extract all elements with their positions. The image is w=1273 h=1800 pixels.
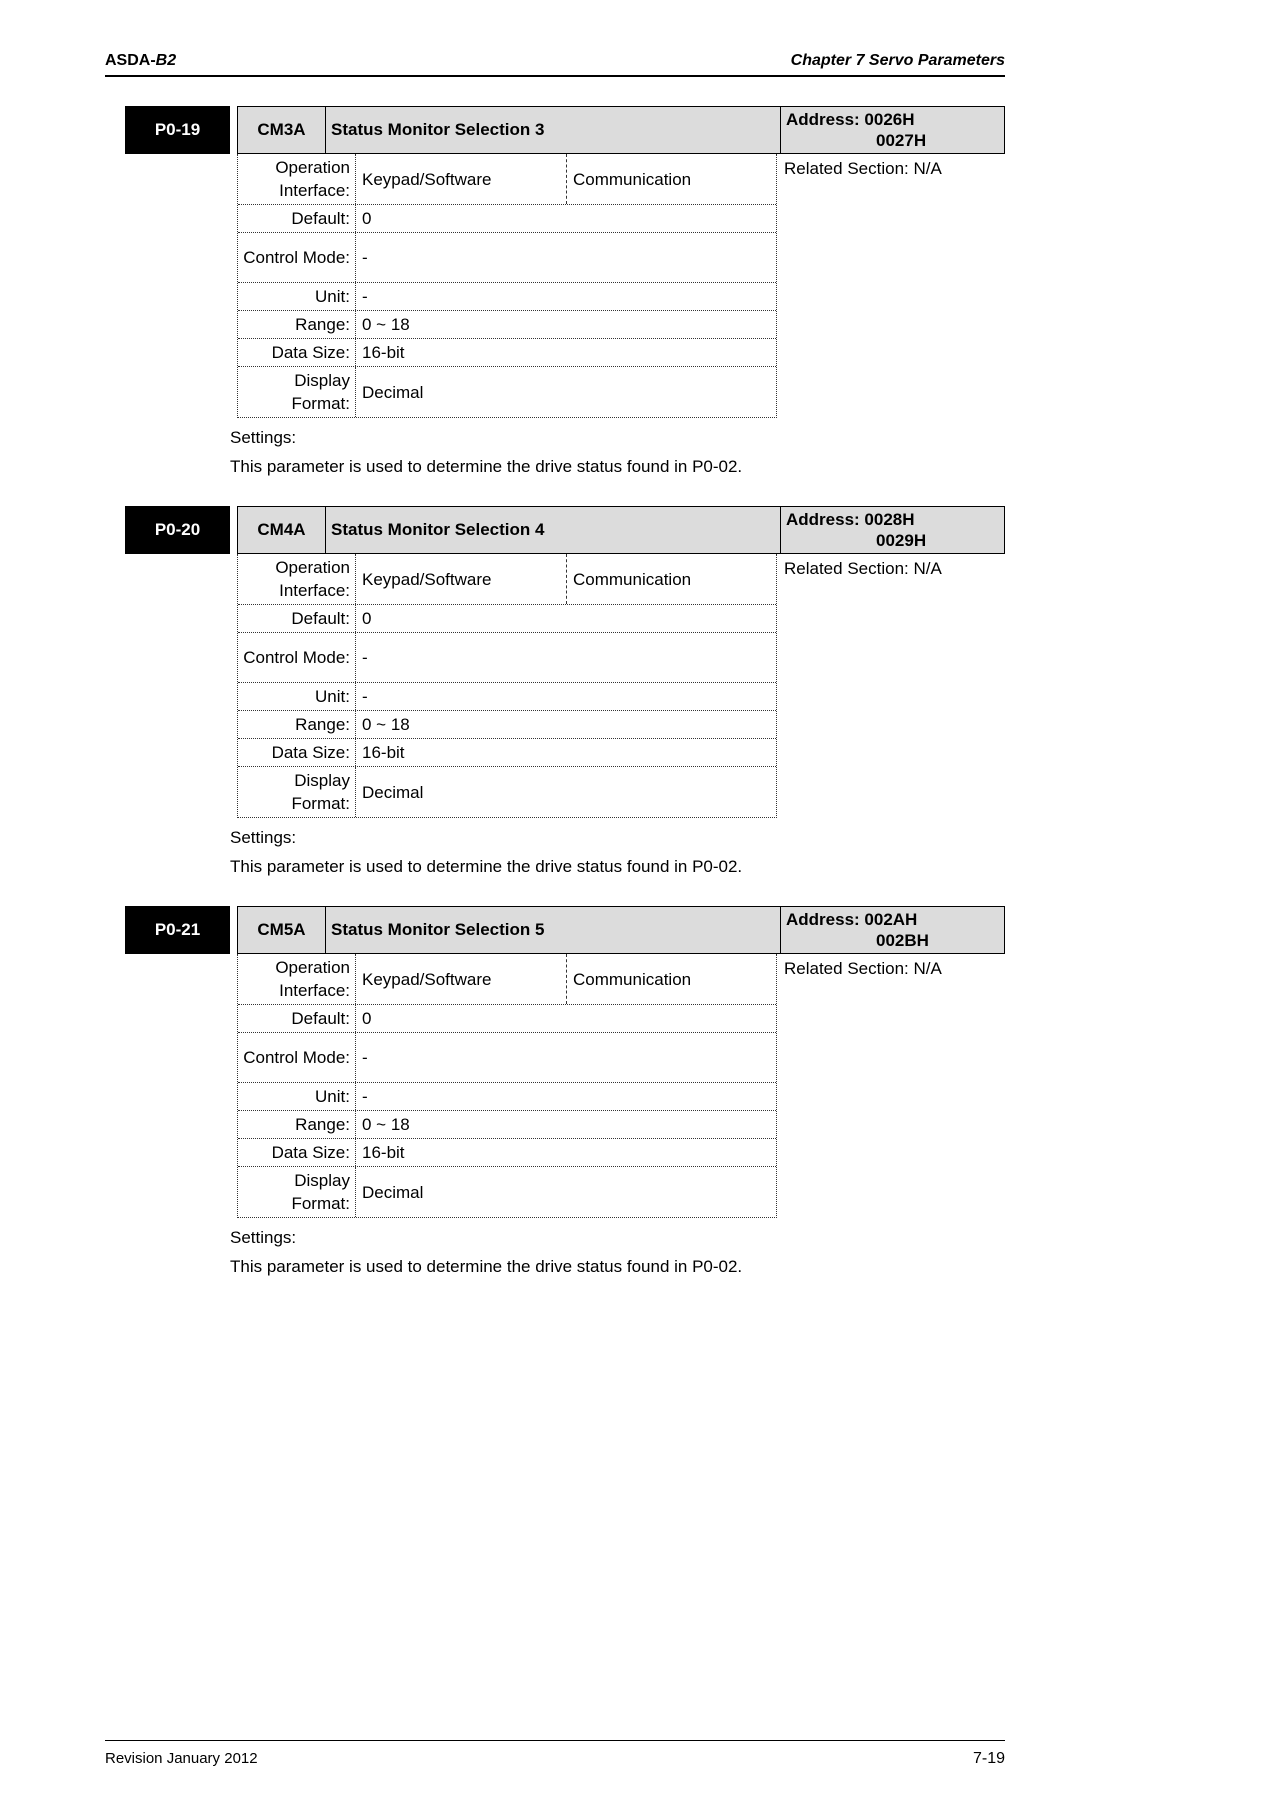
operation-interface-value-2: Communication (566, 154, 776, 204)
row-label: Data Size: (238, 739, 356, 766)
param-block-p0-19 (105, 106, 1005, 477)
param-title-table (237, 906, 1005, 954)
settings-label: Settings: (230, 428, 297, 447)
row-value: 16-bit (362, 743, 405, 762)
row-label: Control Mode: (238, 233, 356, 282)
operation-interface-value-1: Keypad/Software (362, 969, 492, 989)
row-value: - (362, 1087, 368, 1106)
settings-label: Settings: (230, 828, 297, 847)
address-line1: Address: 002AH (786, 910, 918, 929)
table-row (238, 954, 776, 1005)
param-title-table (237, 106, 1005, 154)
row-value (356, 554, 776, 604)
param-id-badge: P0-19 (125, 106, 230, 154)
param-name: Status Monitor Selection 3 (326, 107, 781, 153)
doc-title-model: B2 (155, 52, 177, 69)
param-attributes-table (237, 154, 777, 418)
page-header (105, 52, 1005, 77)
row-label: Control Mode: (238, 633, 356, 682)
settings-text: This parameter is used to determine the drive status found in P0-02. (230, 457, 743, 476)
row-value: - (362, 287, 368, 306)
table-row (238, 1033, 776, 1083)
param-title-table (237, 506, 1005, 554)
param-address (781, 507, 1004, 553)
row-label: Default: (238, 205, 356, 232)
table-row (238, 367, 776, 417)
row-label: Range: (238, 711, 356, 738)
table-row (238, 554, 776, 605)
row-label: Range: (238, 311, 356, 338)
row-value: 0 ~ 18 (362, 1115, 410, 1134)
table-row (238, 205, 776, 233)
address-line2: 002BH (876, 931, 929, 950)
row-value: 0 (362, 1009, 372, 1028)
doc-title-prefix: ASDA- (105, 52, 156, 69)
param-detail (237, 554, 1005, 818)
doc-title (105, 52, 176, 70)
table-row (238, 154, 776, 205)
param-attributes-table (237, 954, 777, 1218)
operation-interface-value-1: Keypad/Software (362, 569, 492, 589)
row-label: Control Mode: (238, 1033, 356, 1082)
settings-text: This parameter is used to determine the drive status found in P0-02. (230, 857, 743, 876)
revision-date: Revision January 2012 (105, 1750, 258, 1767)
param-code: CM3A (238, 107, 326, 153)
row-value (356, 954, 776, 1004)
table-row (238, 739, 776, 767)
param-name: Status Monitor Selection 4 (326, 507, 781, 553)
row-value: 0 (362, 209, 372, 228)
row-label: Data Size: (238, 339, 356, 366)
row-value: Decimal (362, 382, 424, 402)
row-label: Display Format: (238, 367, 356, 417)
operation-interface-value-2: Communication (566, 554, 776, 604)
page (105, 0, 1005, 1277)
param-id-badge: P0-20 (125, 506, 230, 554)
table-row (238, 605, 776, 633)
row-value: - (362, 1048, 368, 1067)
param-block-p0-20 (105, 506, 1005, 877)
row-value: - (362, 248, 368, 267)
table-row (238, 1083, 776, 1111)
row-value: 16-bit (362, 343, 405, 362)
table-row (238, 683, 776, 711)
chapter-title: Chapter 7 Servo Parameters (790, 52, 1005, 69)
param-code: CM5A (238, 907, 326, 953)
operation-interface-value-2: Communication (566, 954, 776, 1004)
table-row (238, 1005, 776, 1033)
page-footer (105, 1740, 1005, 1768)
page-number: 7-19 (972, 1750, 1005, 1767)
row-label: Unit: (238, 283, 356, 310)
address-line1: Address: 0026H (786, 110, 915, 129)
param-code: CM4A (238, 507, 326, 553)
table-row (238, 1167, 776, 1217)
table-row (238, 711, 776, 739)
row-value: 0 ~ 18 (362, 315, 410, 334)
row-value: 0 ~ 18 (362, 715, 410, 734)
row-label: Operation Interface: (238, 154, 356, 204)
related-section: Related Section: N/A (784, 559, 942, 578)
row-label: Unit: (238, 683, 356, 710)
param-address (781, 907, 1004, 953)
row-value: - (362, 687, 368, 706)
table-row (238, 311, 776, 339)
row-label: Display Format: (238, 767, 356, 817)
row-value: - (362, 648, 368, 667)
row-label: Range: (238, 1111, 356, 1138)
param-detail (237, 954, 1005, 1218)
param-detail (237, 154, 1005, 418)
related-section: Related Section: N/A (784, 959, 942, 978)
related-section: Related Section: N/A (784, 159, 942, 178)
row-label: Operation Interface: (238, 954, 356, 1004)
param-address (781, 107, 1004, 153)
param-title-row (125, 106, 1005, 154)
param-title-row (125, 506, 1005, 554)
row-label: Default: (238, 1005, 356, 1032)
param-attributes-table (237, 554, 777, 818)
param-title-row (125, 906, 1005, 954)
settings-label: Settings: (230, 1228, 297, 1247)
address-line2: 0029H (876, 531, 927, 550)
row-value (356, 154, 776, 204)
row-value: Decimal (362, 782, 424, 802)
table-row (238, 339, 776, 367)
table-row (238, 233, 776, 283)
address-line1: Address: 0028H (786, 510, 915, 529)
row-label: Unit: (238, 1083, 356, 1110)
row-label: Display Format: (238, 1167, 356, 1217)
operation-interface-value-1: Keypad/Software (362, 169, 492, 189)
row-label: Data Size: (238, 1139, 356, 1166)
row-label: Operation Interface: (238, 554, 356, 604)
param-id-badge: P0-21 (125, 906, 230, 954)
address-line2: 0027H (876, 131, 927, 150)
row-value: 0 (362, 609, 372, 628)
settings-text: This parameter is used to determine the drive status found in P0-02. (230, 1257, 743, 1276)
row-value: 16-bit (362, 1143, 405, 1162)
row-value: Decimal (362, 1182, 424, 1202)
table-row (238, 1139, 776, 1167)
param-name: Status Monitor Selection 5 (326, 907, 781, 953)
table-row (238, 767, 776, 817)
table-row (238, 283, 776, 311)
row-label: Default: (238, 605, 356, 632)
param-block-p0-21 (105, 906, 1005, 1277)
table-row (238, 633, 776, 683)
table-row (238, 1111, 776, 1139)
